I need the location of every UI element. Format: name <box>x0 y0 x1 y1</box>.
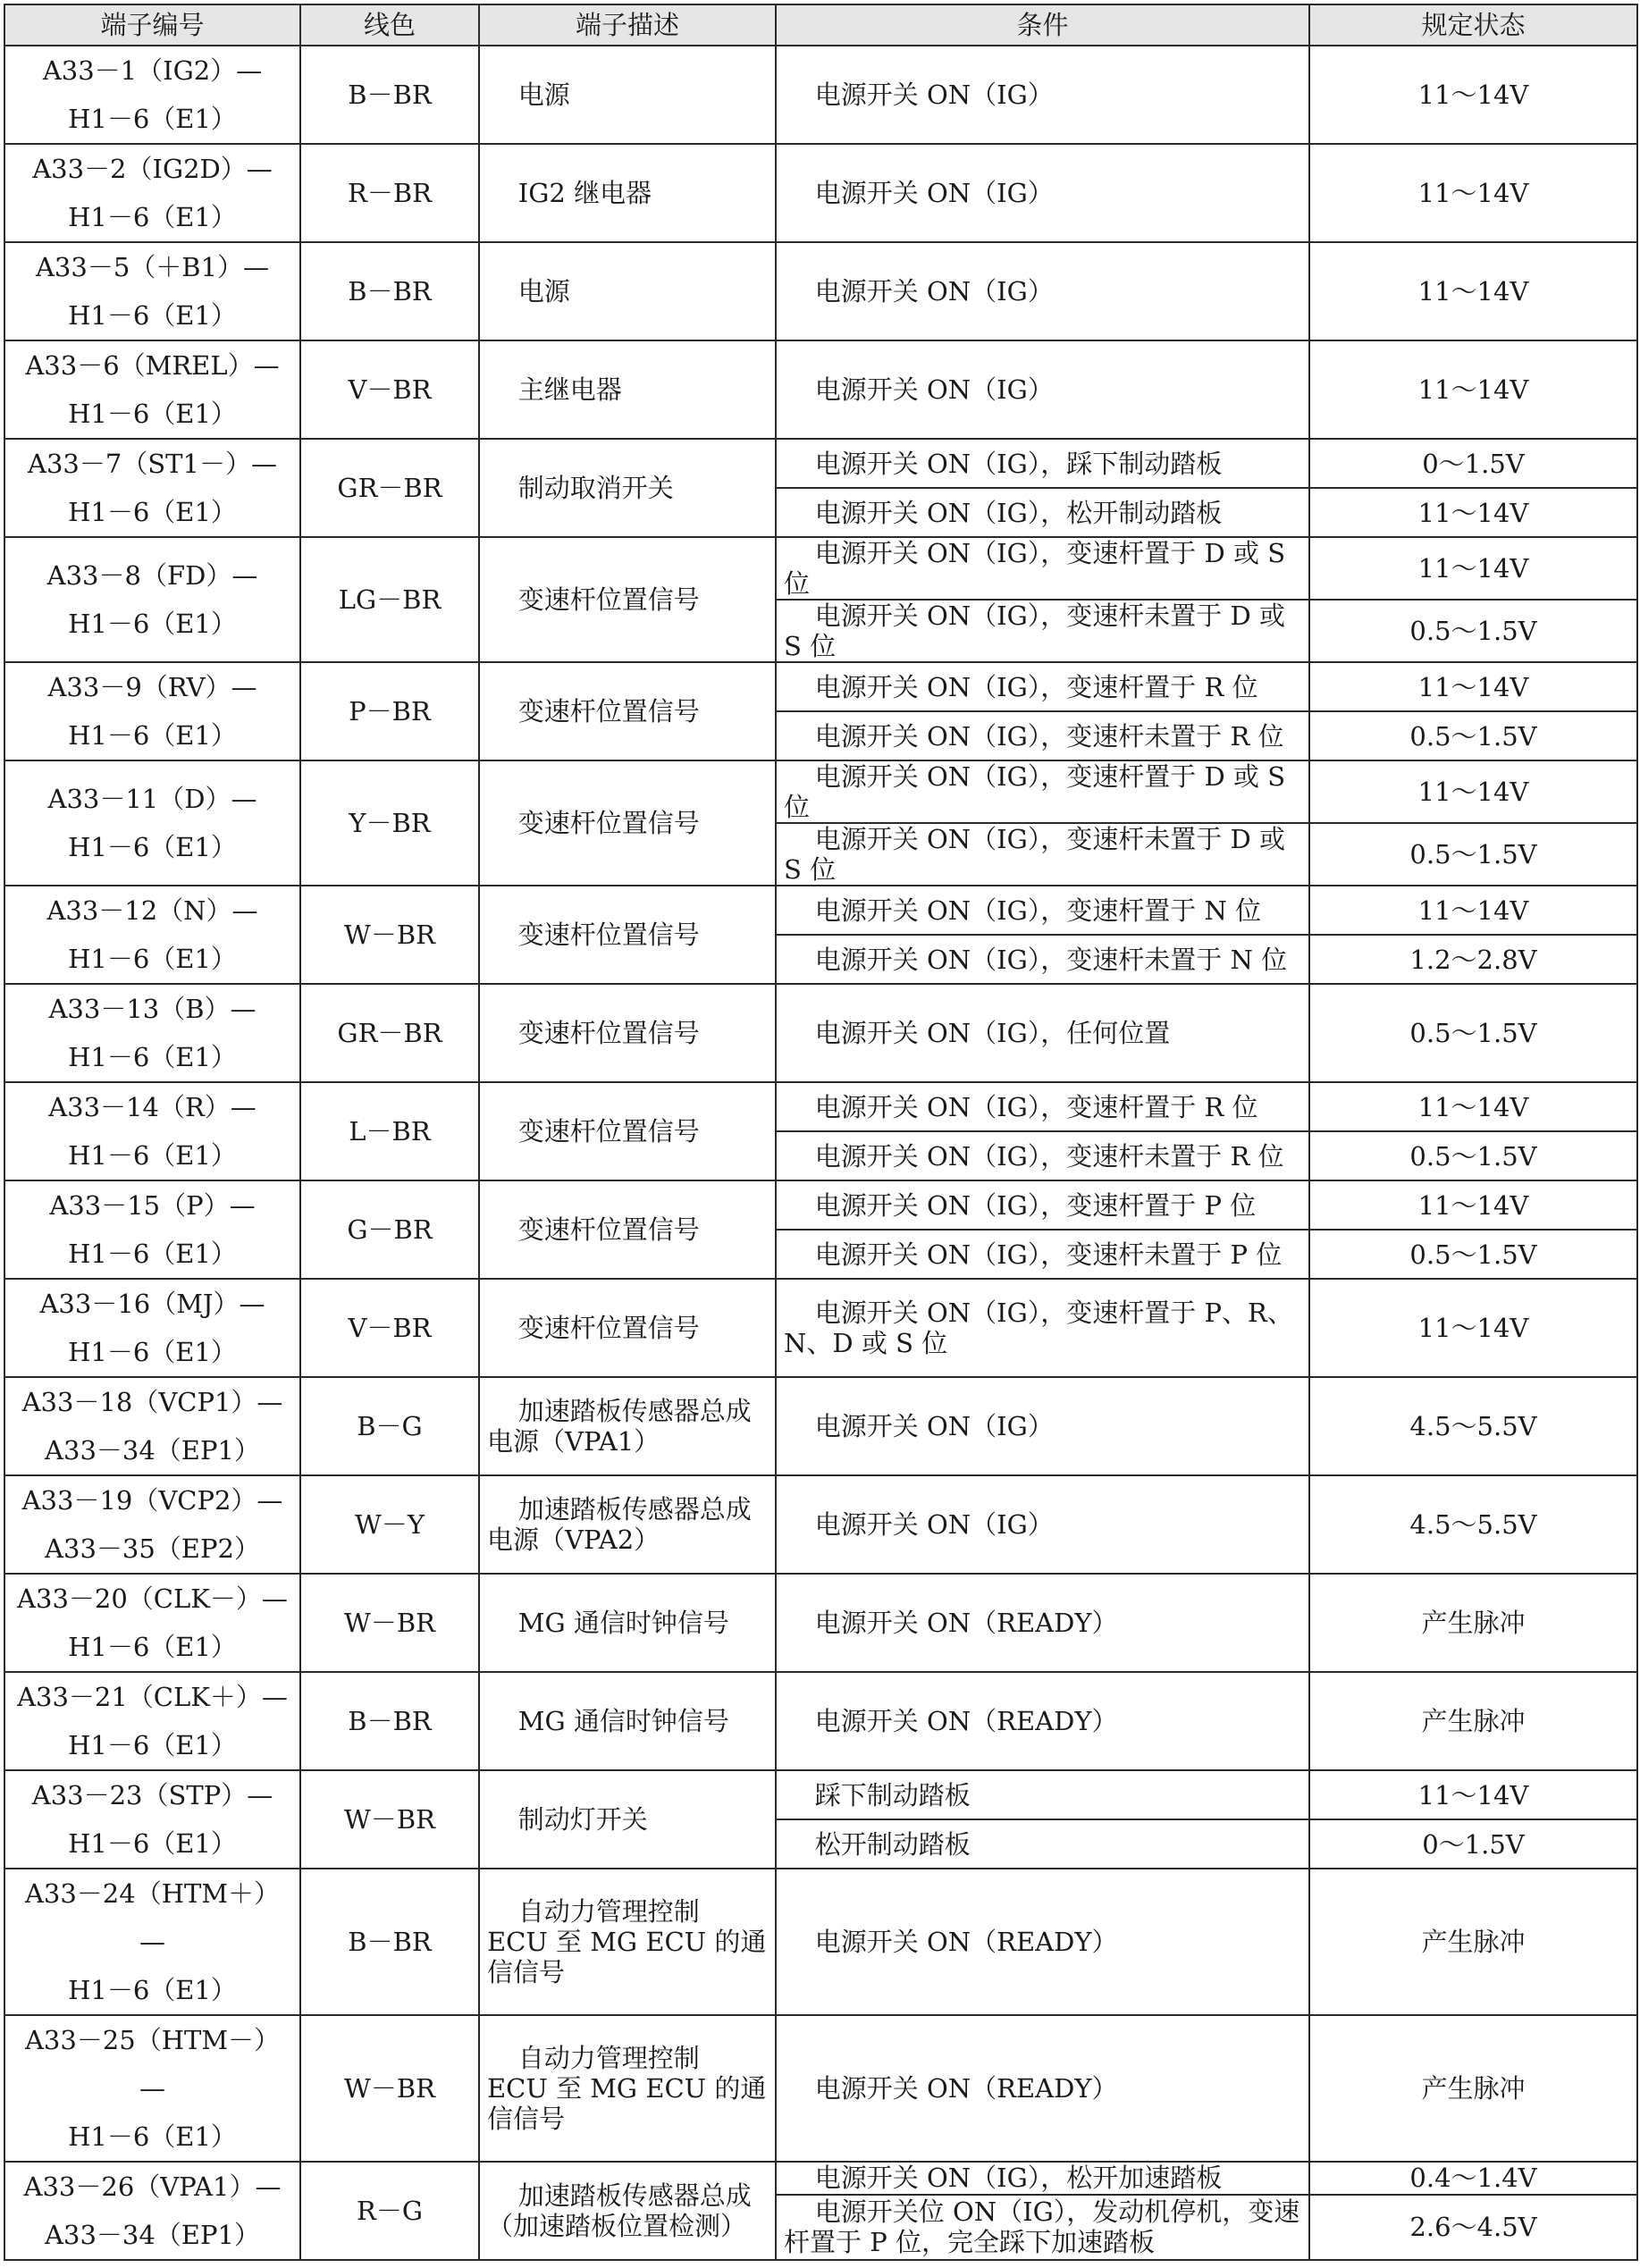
cell-terminal-number: A33－2（IG2D）— H1－6（E1） <box>4 144 300 242</box>
cell-wire-color: V－BR <box>300 340 479 439</box>
cell-terminal-description: 电源 <box>479 242 776 340</box>
table-row <box>4 1082 1637 1131</box>
cell-condition: 电源开关 ON（IG），变速杆置于 D 或 S 位 <box>776 537 1309 600</box>
cell-wire-color: B－BR <box>300 242 479 340</box>
cell-condition: 电源开关 ON（IG），变速杆置于 P、R、N、D 或 S 位 <box>776 1279 1309 1377</box>
cell-specified-state: 0～1.5V <box>1309 1819 1637 1869</box>
cell-terminal-number: A33－18（VCP1）— A33－34（EP1） <box>4 1377 300 1475</box>
cell-terminal-number: A33－23（STP）— H1－6（E1） <box>4 1770 300 1869</box>
cell-wire-color: GR－BR <box>300 439 479 537</box>
cell-specified-state: 11～14V <box>1309 340 1637 439</box>
cell-wire-color: P－BR <box>300 662 479 760</box>
table-row <box>4 2015 1637 2162</box>
table-row <box>4 537 1637 600</box>
table-row <box>4 1279 1637 1377</box>
table-row <box>4 242 1637 340</box>
cell-wire-color: R－BR <box>300 144 479 242</box>
cell-specified-state: 11～14V <box>1309 1770 1637 1819</box>
cell-terminal-number: A33－16（MJ）— H1－6（E1） <box>4 1279 300 1377</box>
cell-terminal-description: 变速杆位置信号 <box>479 984 776 1082</box>
cell-condition: 电源开关 ON（IG） <box>776 1475 1309 1574</box>
table-row <box>4 439 1637 488</box>
cell-specified-state: 11～14V <box>1309 1180 1637 1230</box>
cell-terminal-number: A33－9（RV）— H1－6（E1） <box>4 662 300 760</box>
cell-terminal-description: 自动力管理控制 ECU 至 MG ECU 的通信信号 <box>479 2015 776 2162</box>
cell-terminal-number: A33－12（N）— H1－6（E1） <box>4 886 300 984</box>
cell-specified-state: 4.5～5.5V <box>1309 1475 1637 1574</box>
cell-specified-state: 4.5～5.5V <box>1309 1377 1637 1475</box>
cell-terminal-description: 制动取消开关 <box>479 439 776 537</box>
cell-condition: 电源开关 ON（IG），变速杆置于 D 或 S 位 <box>776 760 1309 823</box>
cell-terminal-number: A33－24（HTM＋）— H1－6（E1） <box>4 1869 300 2015</box>
cell-condition: 电源开关 ON（IG），变速杆置于 R 位 <box>776 1082 1309 1131</box>
cell-terminal-description: IG2 继电器 <box>479 144 776 242</box>
table-row <box>4 340 1637 439</box>
cell-condition: 电源开关 ON（IG） <box>776 1377 1309 1475</box>
cell-specified-state: 0.5～1.5V <box>1309 823 1637 886</box>
cell-terminal-number: A33－15（P）— H1－6（E1） <box>4 1180 300 1279</box>
cell-condition: 电源开关 ON（IG） <box>776 242 1309 340</box>
cell-condition: 电源开关 ON（IG），变速杆未置于 P 位 <box>776 1230 1309 1279</box>
cell-specified-state: 0.4～1.4V <box>1309 2162 1637 2195</box>
table-row <box>4 1574 1637 1672</box>
cell-terminal-number: A33－8（FD）— H1－6（E1） <box>4 537 300 662</box>
cell-terminal-description: 自动力管理控制 ECU 至 MG ECU 的通信信号 <box>479 1869 776 2015</box>
table-row <box>4 1377 1637 1475</box>
cell-specified-state: 11～14V <box>1309 144 1637 242</box>
cell-wire-color: G－BR <box>300 1180 479 1279</box>
cell-specified-state: 产生脉冲 <box>1309 2015 1637 2162</box>
table-row <box>4 984 1637 1082</box>
cell-condition: 电源开关 ON（IG），松开制动踏板 <box>776 488 1309 537</box>
cell-terminal-description: 制动灯开关 <box>479 1770 776 1869</box>
header-condition: 条件 <box>776 4 1309 46</box>
table-row <box>4 1869 1637 2015</box>
cell-terminal-description: MG 通信时钟信号 <box>479 1574 776 1672</box>
cell-terminal-number: A33－14（R）— H1－6（E1） <box>4 1082 300 1180</box>
cell-specified-state: 2.6～4.5V <box>1309 2195 1637 2260</box>
cell-specified-state: 产生脉冲 <box>1309 1869 1637 2015</box>
cell-specified-state: 0.5～1.5V <box>1309 1230 1637 1279</box>
cell-condition: 电源开关 ON（IG），松开加速踏板 <box>776 2162 1309 2195</box>
cell-terminal-description: 变速杆位置信号 <box>479 760 776 886</box>
cell-wire-color: W－BR <box>300 1770 479 1869</box>
table-row <box>4 760 1637 823</box>
cell-wire-color: Y－BR <box>300 760 479 886</box>
table-row <box>4 1770 1637 1819</box>
cell-condition: 电源开关 ON（IG），变速杆未置于 D 或 S 位 <box>776 823 1309 886</box>
cell-wire-color: B－BR <box>300 46 479 144</box>
cell-specified-state: 1.2～2.8V <box>1309 935 1637 984</box>
header-terminal-description: 端子描述 <box>479 4 776 46</box>
cell-terminal-description: 加速踏板传感器总成电源（VPA2） <box>479 1475 776 1574</box>
table-row <box>4 1180 1637 1230</box>
cell-condition: 电源开关 ON（IG），变速杆未置于 D 或 S 位 <box>776 600 1309 662</box>
cell-condition: 电源开关 ON（READY） <box>776 2015 1309 2162</box>
cell-specified-state: 0.5～1.5V <box>1309 984 1637 1082</box>
table-row <box>4 1672 1637 1770</box>
cell-specified-state: 0.5～1.5V <box>1309 711 1637 760</box>
cell-specified-state: 11～14V <box>1309 760 1637 823</box>
cell-terminal-description: 变速杆位置信号 <box>479 662 776 760</box>
cell-wire-color: L－BR <box>300 1082 479 1180</box>
cell-condition: 电源开关 ON（IG），变速杆置于 P 位 <box>776 1180 1309 1230</box>
cell-specified-state: 0.5～1.5V <box>1309 1131 1637 1180</box>
cell-specified-state: 产生脉冲 <box>1309 1672 1637 1770</box>
cell-condition: 电源开关 ON（IG），变速杆置于 R 位 <box>776 662 1309 711</box>
cell-condition: 电源开关 ON（IG），变速杆未置于 R 位 <box>776 1131 1309 1180</box>
cell-terminal-description: 变速杆位置信号 <box>479 1180 776 1279</box>
cell-terminal-description: 加速踏板传感器总成电源（VPA1） <box>479 1377 776 1475</box>
cell-terminal-number: A33－13（B）— H1－6（E1） <box>4 984 300 1082</box>
header-terminal-number: 端子编号 <box>4 4 300 46</box>
cell-wire-color: W－BR <box>300 886 479 984</box>
cell-condition: 电源开关 ON（READY） <box>776 1869 1309 2015</box>
cell-terminal-number: A33－5（＋B1）— H1－6（E1） <box>4 242 300 340</box>
cell-wire-color: R－G <box>300 2162 479 2260</box>
cell-wire-color: B－BR <box>300 1672 479 1770</box>
cell-condition: 电源开关位 ON（IG），发动机停机，变速杆置于 P 位，完全踩下加速踏板 <box>776 2195 1309 2260</box>
cell-wire-color: GR－BR <box>300 984 479 1082</box>
cell-condition: 电源开关 ON（IG） <box>776 340 1309 439</box>
cell-terminal-description: 变速杆位置信号 <box>479 1279 776 1377</box>
table-row <box>4 886 1637 935</box>
cell-condition: 电源开关 ON（IG） <box>776 144 1309 242</box>
cell-condition: 电源开关 ON（IG），任何位置 <box>776 984 1309 1082</box>
header-specified-state: 规定状态 <box>1309 4 1637 46</box>
cell-terminal-number: A33－19（VCP2）— A33－35（EP2） <box>4 1475 300 1574</box>
cell-specified-state: 11～14V <box>1309 886 1637 935</box>
cell-terminal-number: A33－1（IG2）— H1－6（E1） <box>4 46 300 144</box>
cell-terminal-description: 加速踏板传感器总成（加速踏板位置检测） <box>479 2162 776 2260</box>
cell-specified-state: 11～14V <box>1309 1082 1637 1131</box>
cell-wire-color: B－BR <box>300 1869 479 2015</box>
cell-specified-state: 0～1.5V <box>1309 439 1637 488</box>
cell-terminal-number: A33－26（VPA1）— A33－34（EP1） <box>4 2162 300 2260</box>
cell-terminal-number: A33－11（D）— H1－6（E1） <box>4 760 300 886</box>
cell-specified-state: 11～14V <box>1309 242 1637 340</box>
cell-terminal-description: 变速杆位置信号 <box>479 537 776 662</box>
table-body <box>4 46 1637 2260</box>
header-wire-color: 线色 <box>300 4 479 46</box>
cell-specified-state: 0.5～1.5V <box>1309 600 1637 662</box>
cell-condition: 电源开关 ON（READY） <box>776 1574 1309 1672</box>
cell-wire-color: LG－BR <box>300 537 479 662</box>
cell-wire-color: W－BR <box>300 2015 479 2162</box>
cell-specified-state: 11～14V <box>1309 662 1637 711</box>
cell-condition: 电源开关 ON（IG），变速杆置于 N 位 <box>776 886 1309 935</box>
cell-specified-state: 11～14V <box>1309 1279 1637 1377</box>
cell-terminal-description: 变速杆位置信号 <box>479 886 776 984</box>
terminal-voltage-table <box>4 4 1638 2261</box>
table-row <box>4 46 1637 144</box>
cell-condition: 电源开关 ON（IG），变速杆未置于 R 位 <box>776 711 1309 760</box>
table-row <box>4 2162 1637 2195</box>
cell-terminal-number: A33－21（CLK＋）— H1－6（E1） <box>4 1672 300 1770</box>
cell-terminal-number: A33－7（ST1－）— H1－6（E1） <box>4 439 300 537</box>
table-row <box>4 144 1637 242</box>
cell-terminal-description: MG 通信时钟信号 <box>479 1672 776 1770</box>
cell-specified-state: 11～14V <box>1309 46 1637 144</box>
cell-terminal-number: A33－25（HTM－）— H1－6（E1） <box>4 2015 300 2162</box>
cell-condition: 电源开关 ON（IG），踩下制动踏板 <box>776 439 1309 488</box>
cell-condition: 电源开关 ON（IG） <box>776 46 1309 144</box>
cell-condition: 松开制动踏板 <box>776 1819 1309 1869</box>
cell-wire-color: B－G <box>300 1377 479 1475</box>
cell-specified-state: 11～14V <box>1309 537 1637 600</box>
cell-terminal-number: A33－6（MREL）— H1－6（E1） <box>4 340 300 439</box>
cell-condition: 电源开关 ON（IG），变速杆未置于 N 位 <box>776 935 1309 984</box>
cell-wire-color: W－BR <box>300 1574 479 1672</box>
cell-terminal-number: A33－20（CLK－）— H1－6（E1） <box>4 1574 300 1672</box>
table-row <box>4 662 1637 711</box>
cell-terminal-description: 电源 <box>479 46 776 144</box>
cell-condition: 踩下制动踏板 <box>776 1770 1309 1819</box>
table-row <box>4 1475 1637 1574</box>
cell-wire-color: V－BR <box>300 1279 479 1377</box>
cell-specified-state: 产生脉冲 <box>1309 1574 1637 1672</box>
cell-terminal-description: 主继电器 <box>479 340 776 439</box>
cell-terminal-description: 变速杆位置信号 <box>479 1082 776 1180</box>
cell-specified-state: 11～14V <box>1309 488 1637 537</box>
cell-wire-color: W－Y <box>300 1475 479 1574</box>
table-header-row <box>4 4 1637 46</box>
cell-condition: 电源开关 ON（READY） <box>776 1672 1309 1770</box>
